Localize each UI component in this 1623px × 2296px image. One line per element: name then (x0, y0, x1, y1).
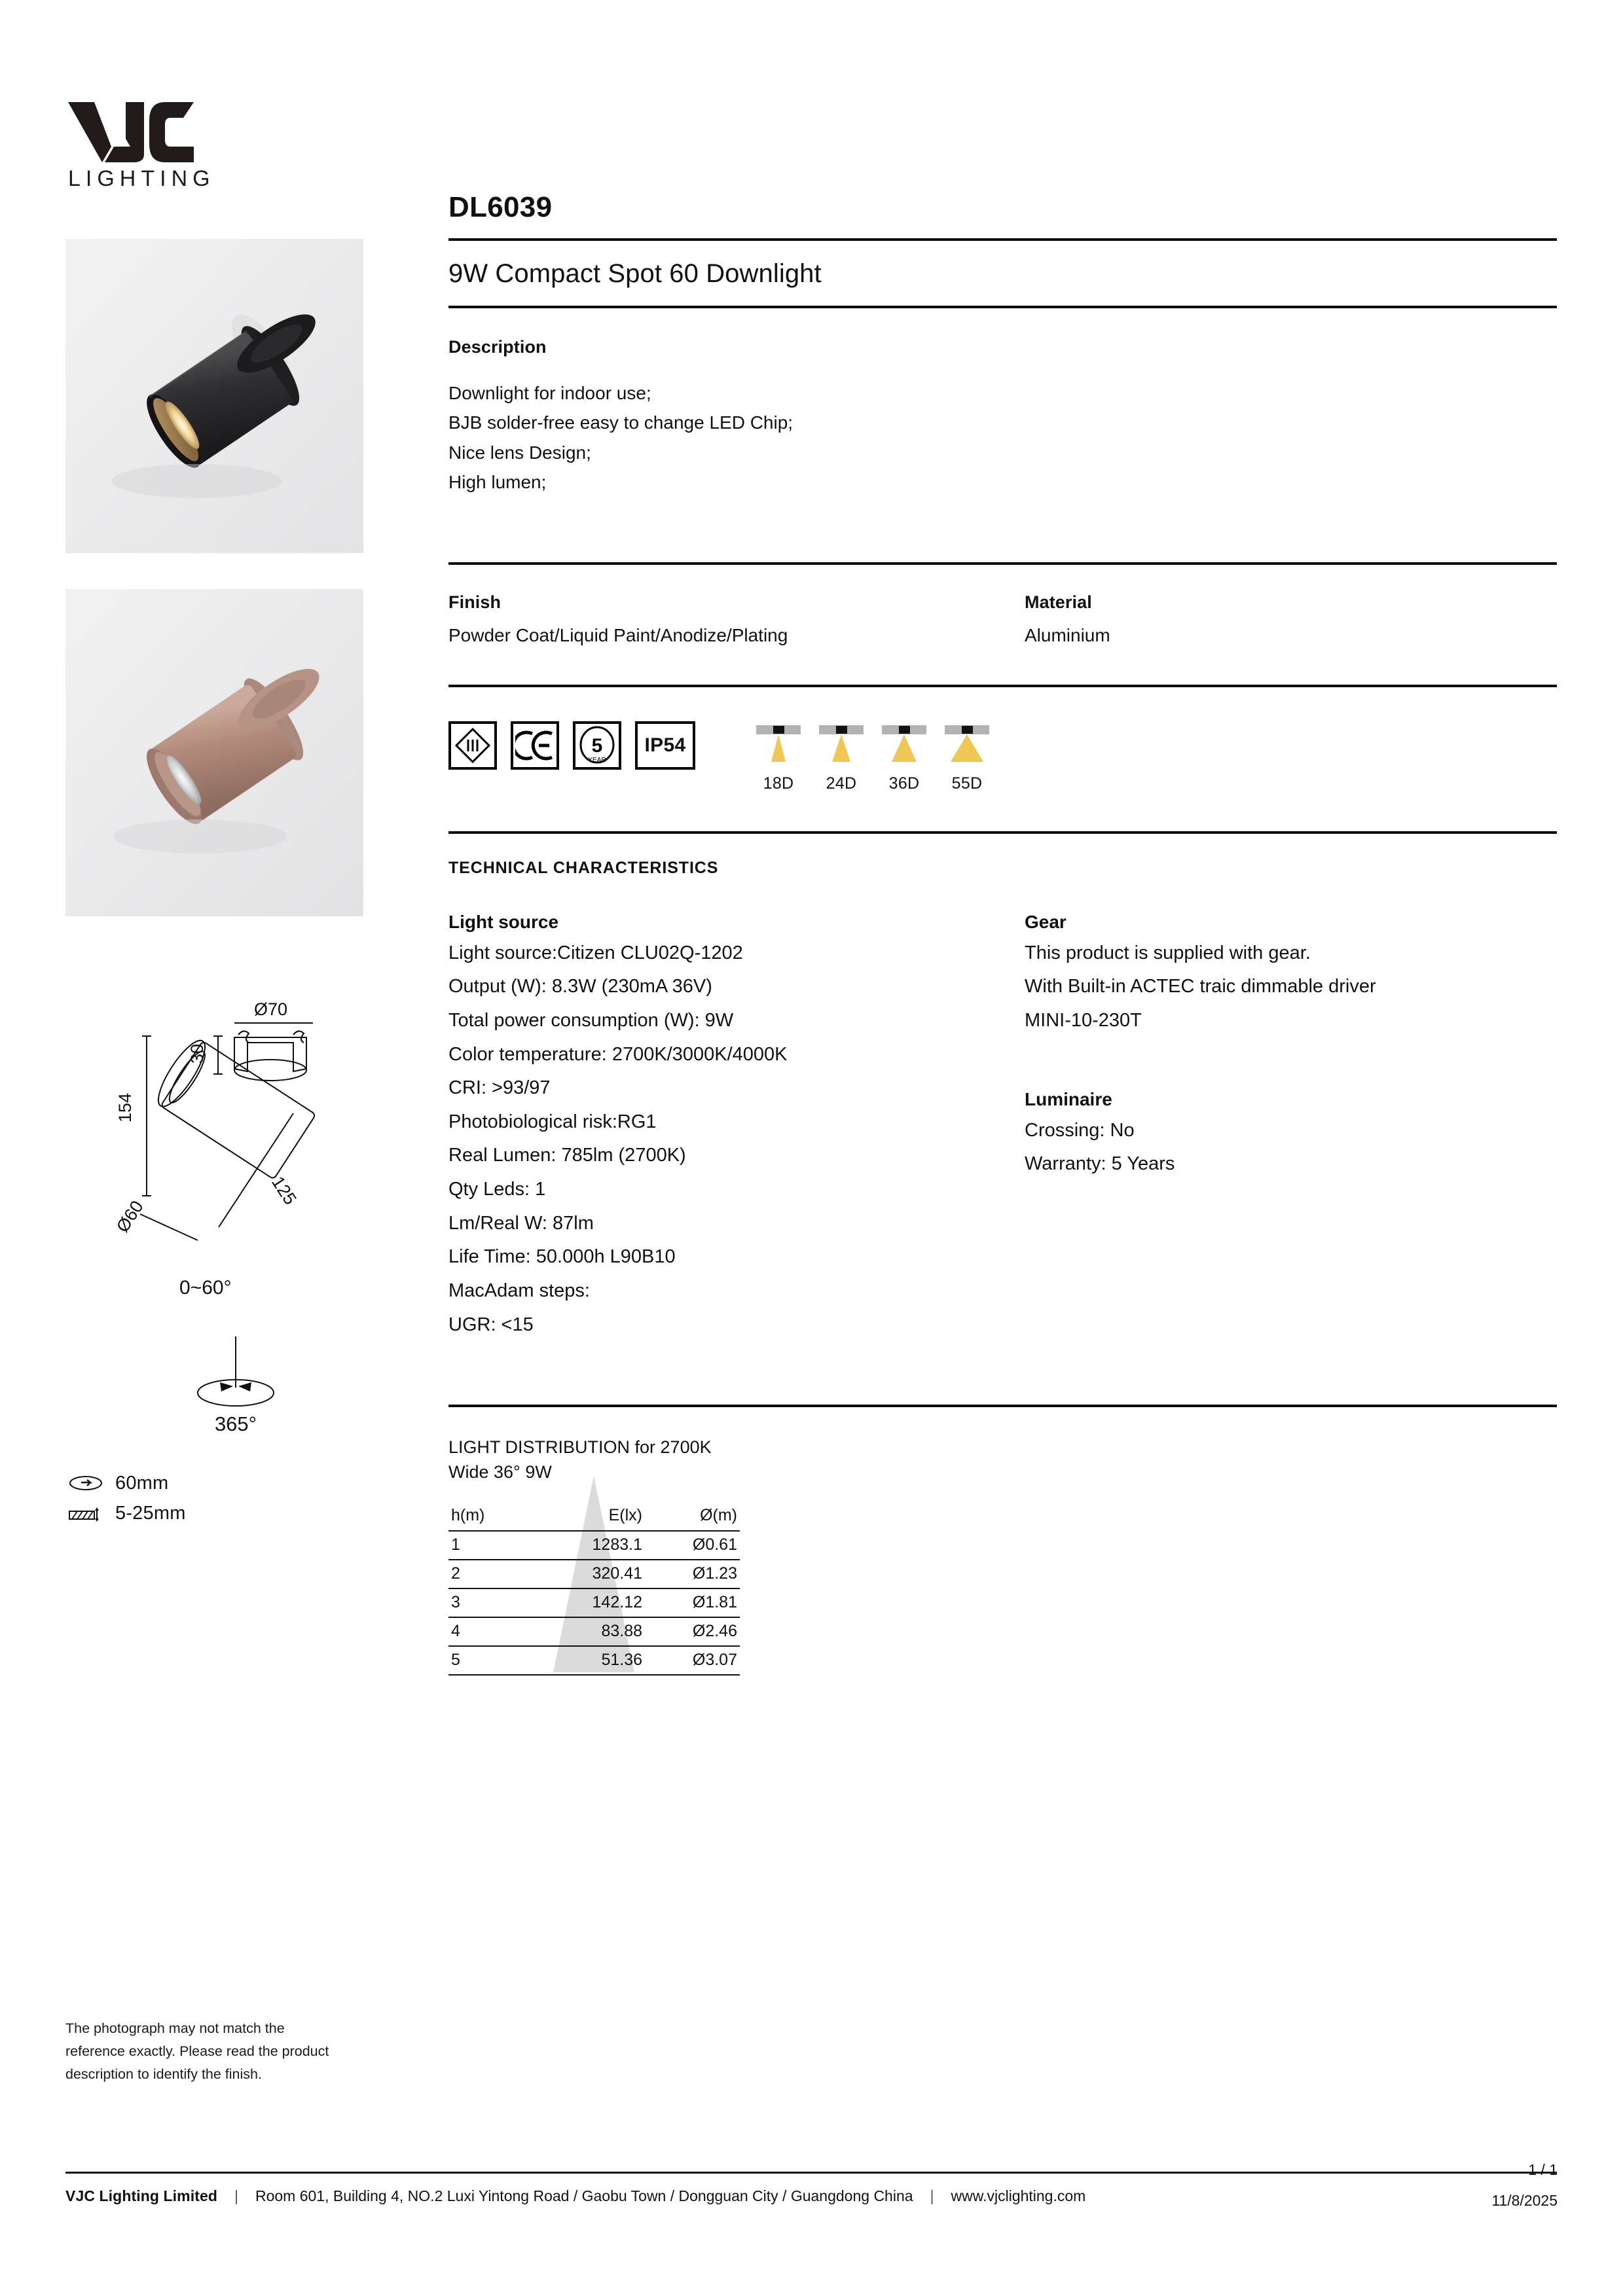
rotation-diagram (157, 1322, 314, 1453)
material-value: Aluminium (1025, 625, 1110, 646)
beam-angle-24d-label: 24D (826, 774, 857, 793)
lm-per-watt-line: Lm/Real W: 87lm (448, 1212, 594, 1234)
product-code: DL6039 (448, 191, 553, 223)
product-photo-black (65, 239, 363, 553)
qty-leds-line: Qty Leds: 1 (448, 1179, 546, 1200)
material-block (1025, 592, 1557, 650)
row-2-diameter: Ø1.23 (645, 1560, 740, 1588)
finish-value: Powder Coat/Liquid Paint/Anodize/Plating (448, 625, 788, 646)
column-header-diameter: Ø(m) (645, 1502, 740, 1531)
cutout-circle-icon (68, 1473, 103, 1493)
dim-total-height: 154 (115, 1092, 135, 1122)
ce-mark-badge (511, 721, 559, 770)
table-header-row (448, 1502, 740, 1531)
table-row (448, 1646, 740, 1675)
five-year-warranty-badge (573, 721, 621, 770)
cutout-value: 60mm (115, 1472, 169, 1494)
ugr-line: UGR: <15 (448, 1314, 534, 1335)
footer-date: 11/8/2025 (1491, 2192, 1558, 2210)
svg-text:YEAR: YEAR (588, 756, 606, 764)
ip-rating-badge: IP54 (635, 721, 695, 770)
gear-heading: Gear (1025, 911, 1067, 932)
luminaire-heading: Luminaire (1025, 1088, 1112, 1109)
row-5-height: 5 (448, 1646, 527, 1675)
dim-flange-diameter: Ø70 (254, 999, 288, 1019)
main-content (448, 0, 1557, 1676)
row-4-diameter: Ø2.46 (645, 1617, 740, 1646)
row-4-height: 4 (448, 1617, 527, 1646)
beam-angle-18d (754, 721, 803, 793)
technical-heading: TECHNICAL CHARACTERISTICS (448, 858, 719, 877)
light-source-block (448, 912, 1025, 1342)
footer-meta (1491, 2155, 1558, 2216)
footer-company: VJC Lighting Limited (65, 2187, 217, 2204)
table-row (448, 1617, 740, 1646)
beam-angle-18d-label: 18D (763, 774, 794, 793)
gear-luminaire-block (1025, 912, 1557, 1342)
row-1-diameter: Ø0.61 (645, 1531, 740, 1560)
table-row (448, 1531, 740, 1560)
ceiling-thickness-value: 5-25mm (115, 1502, 186, 1524)
description-line-4: High lumen; (448, 472, 547, 493)
light-distribution-title-2: Wide 36° 9W (448, 1462, 552, 1482)
light-distribution-table (448, 1502, 740, 1676)
description-line-1: Downlight for indoor use; (448, 383, 651, 403)
finish-material-row (448, 592, 1557, 650)
page-number: 1 / 1 (1528, 2161, 1558, 2178)
photobiological-risk-line: Photobiological risk:RG1 (448, 1111, 657, 1132)
logo-tagline: LIGHTING (68, 166, 215, 190)
certification-row (448, 721, 1557, 793)
material-heading: Material (1025, 592, 1092, 613)
row-2-illuminance: 320.41 (527, 1560, 645, 1588)
finish-block (448, 592, 1025, 650)
dim-rotation-angle: 365° (214, 1412, 257, 1435)
technical-columns (448, 912, 1557, 1342)
beam-angle-24d (816, 721, 866, 793)
footer-divider (65, 2172, 1557, 2174)
row-5-illuminance: 51.36 (527, 1646, 645, 1675)
row-5-diameter: Ø3.07 (645, 1646, 740, 1675)
class-iii-badge (448, 721, 497, 770)
row-3-height: 3 (448, 1588, 527, 1617)
beam-angle-36d-label: 36D (888, 774, 920, 793)
technical-drawing (63, 952, 403, 1319)
table-row (448, 1560, 740, 1588)
finish-heading: Finish (448, 592, 501, 613)
row-3-illuminance: 142.12 (527, 1588, 645, 1617)
photo-disclaimer: The photograph may not match the reference exactly. Please read the product description to identify the finish. (65, 2020, 329, 2082)
product-photo-copper (65, 589, 363, 916)
row-2-height: 2 (448, 1560, 527, 1588)
gear-line-2: With Built-in ACTEC traic dimmable driver (1025, 976, 1376, 997)
product-name: 9W Compact Spot 60 Downlight (448, 259, 822, 288)
warranty-line: Warranty: 5 Years (1025, 1153, 1175, 1175)
real-lumen-line: Real Lumen: 785lm (2700K) (448, 1145, 686, 1166)
page-footer (65, 2187, 1557, 2205)
row-3-diameter: Ø1.81 (645, 1588, 740, 1617)
gear-line-3: MINI-10-230T (1025, 1010, 1142, 1031)
light-source-line: Light source:Citizen CLU02Q-1202 (448, 942, 743, 963)
gear-line-1: This product is supplied with gear. (1025, 942, 1311, 963)
macadam-steps-line: MacAdam steps: (448, 1280, 590, 1301)
beam-angle-36d (879, 721, 929, 793)
dim-body-diameter: Ø60 (112, 1197, 147, 1236)
table-row (448, 1588, 740, 1617)
column-header-illuminance: E(lx) (527, 1502, 645, 1531)
ceiling-thickness-row (68, 1499, 343, 1527)
color-temperature-line: Color temperature: 2700K/3000K/4000K (448, 1043, 788, 1065)
life-time-line: Life Time: 50.000h L90B10 (448, 1246, 676, 1268)
total-power-line: Total power consumption (W): 9W (448, 1010, 734, 1031)
footer-separator-1: | (234, 2187, 238, 2204)
row-1-illuminance: 1283.1 (527, 1531, 645, 1560)
description-heading: Description (448, 337, 547, 357)
svg-text:5: 5 (591, 734, 603, 757)
footer-address: Room 601, Building 4, NO.2 Luxi Yintong Road / Gaobu Town / Dongguan City / Guangdong China (255, 2187, 913, 2204)
dim-tilt-angle: 0~60° (179, 1277, 232, 1299)
row-1-height: 1 (448, 1531, 527, 1560)
row-4-illuminance: 83.88 (527, 1617, 645, 1646)
light-distribution-chart (448, 1502, 740, 1676)
footer-website[interactable]: www.vjclighting.com (951, 2187, 1086, 2204)
beam-angle-row (754, 721, 992, 793)
brand-logo (65, 98, 236, 190)
light-distribution-title-1: LIGHT DISTRIBUTION for 2700K (448, 1437, 712, 1458)
beam-angle-55d-label: 55D (951, 774, 983, 793)
dim-body-length: 125 (267, 1172, 301, 1209)
footer-separator-2: | (930, 2187, 934, 2204)
cutout-spec-row (68, 1469, 343, 1497)
column-header-height: h(m) (448, 1502, 527, 1531)
installation-specs (68, 1469, 343, 1527)
output-line: Output (W): 8.3W (230mA 36V) (448, 976, 712, 997)
description-line-3: Nice lens Design; (448, 442, 591, 463)
light-source-heading: Light source (448, 911, 559, 932)
ceiling-slab-icon (68, 1503, 103, 1523)
dim-flange-height: 30 (187, 1043, 207, 1064)
beam-angle-55d (942, 721, 992, 793)
description-line-2: BJB solder-free easy to change LED Chip; (448, 412, 793, 433)
crossing-line: Crossing: No (1025, 1119, 1135, 1141)
cri-line: CRI: >93/97 (448, 1077, 551, 1099)
